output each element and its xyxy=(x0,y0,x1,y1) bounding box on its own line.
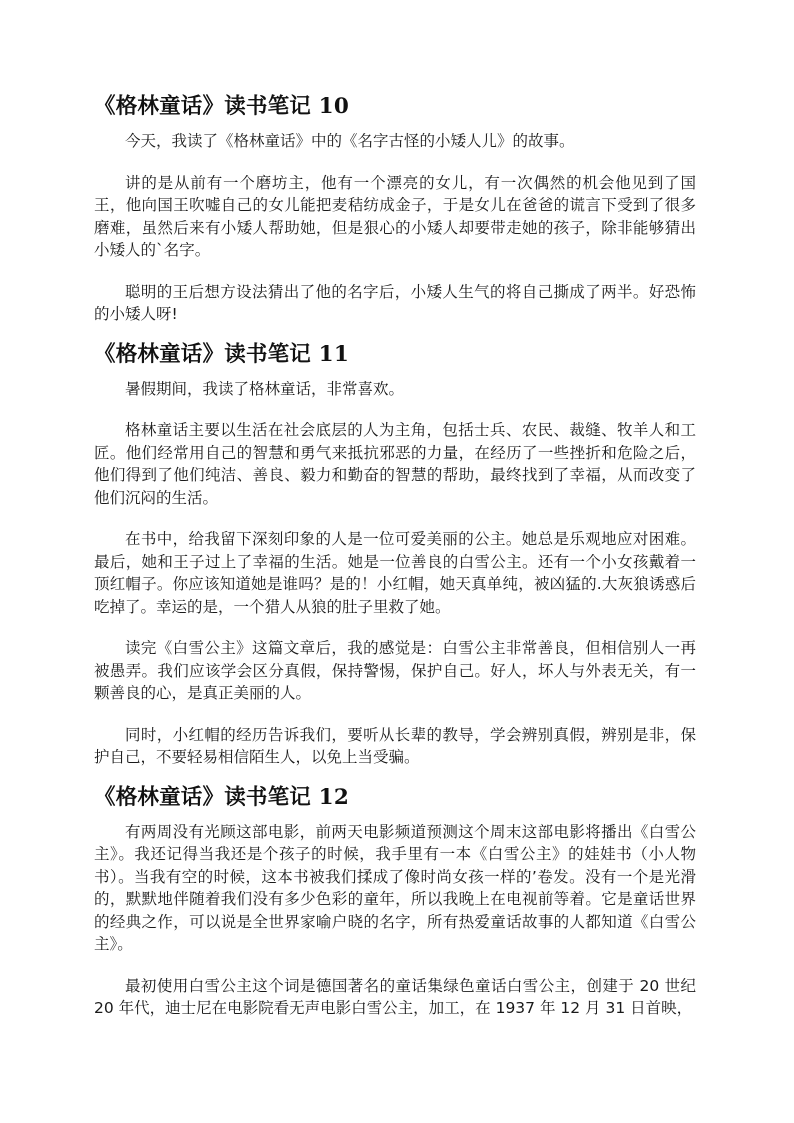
paragraph: 今天，我读了《格林童话》中的《名字古怪的小矮人儿》的故事。 xyxy=(125,132,575,150)
reading-note-section-12 xyxy=(94,783,696,1020)
reading-note-section-11 xyxy=(94,340,696,769)
paragraph: 暑假期间，我读了格林童话，非常喜欢。 xyxy=(125,379,405,398)
paragraph: 在书中，给我留下深刻印象的人是一位可爱美丽的公主。她总是乐观地应对困难。最后，她和王子过上了幸福的生活。她是一位善良的白雪公主。还有一个小女孩戴着一顶红帽子。你应该知道她是谁吗？是的！小红帽，她天真单纯，被凶猛的.大灰狼诱惑后吃掉了。幸运的是，一个猎人从狼的肚子里救了她。 xyxy=(94,530,696,616)
document-page xyxy=(94,92,696,1039)
paragraph: 聪明的王后想方设法猜出了他的名字后，小矮人生气的将自己撕成了两半。好恐怖的小矮人呀! xyxy=(94,282,696,323)
paragraph: 读完《白雪公主》这篇文章后，我的感觉是：白雪公主非常善良，但相信别人一再被愚弄。我们应该学会区分真假，保持警惕，保护自己。好人，坏人与外表无关，有一颗善良的心，是真正美丽的人。 xyxy=(94,639,696,702)
paragraph: 最初使用白雪公主这个词是德国著名的童话集绿色童话白雪公主，创建于 20 世纪 20 年代，迪士尼在电影院看无声电影白雪公主，加工，在 1937 年 12 月 31 日首映， xyxy=(94,976,696,1017)
reading-note-section-10 xyxy=(94,92,696,326)
paragraph: 同时，小红帽的经历告诉我们，要听从长辈的教导，学会辨别真假，辨别是非，保护自己，不要轻易相信陌生人，以免上当受骗。 xyxy=(94,725,696,766)
paragraph: 有两周没有光顾这部电影，前两天电影频道预测这个周末这部电影将播出《白雪公主》。我还记得当我还是个孩子的时候，我手里有一本《白雪公主》的娃娃书（小人物书）。当我有空的时候，这本书被我们揉成了像时尚女孩一样的’卷发。没有一个是光滑的，默默地伴随着我们没有多少色彩的童年，所以我晚上在电视前等着。它是童话世界的经典之作，可以说是全世界家喻户晓的名字，所有热爱童话故事的人都知道《白雪公主》。 xyxy=(94,822,696,953)
section-title: 《格林童话》读书笔记 10 xyxy=(94,94,350,119)
section-title: 《格林童话》读书笔记 11 xyxy=(94,341,350,367)
section-title: 《格林童话》读书笔记 12 xyxy=(94,784,350,810)
paragraph: 格林童话主要以生活在社会底层的人为主角，包括士兵、农民、裁缝、牧羊人和工匠。他们经常用自己的智慧和勇气来抵抗邪恶的力量，在经历了一些挫折和危险之后，他们得到了他们纯洁、善良、毅力和勤奋的智慧的帮助，最终找到了幸福，从而改变了他们沉闷的生活。 xyxy=(94,421,696,507)
paragraph: 讲的是从前有一个磨坊主，他有一个漂亮的女儿，有一次偶然的机会他见到了国王，他向国王吹嘘自己的女儿能把麦秸纺成金子，于是女儿在爸爸的谎言下受到了很多磨难，虽然后来有小矮人帮助她，但是狠心的小矮人却要带走她的孩子，除非能够猜出小矮人的`名字。 xyxy=(94,173,696,259)
